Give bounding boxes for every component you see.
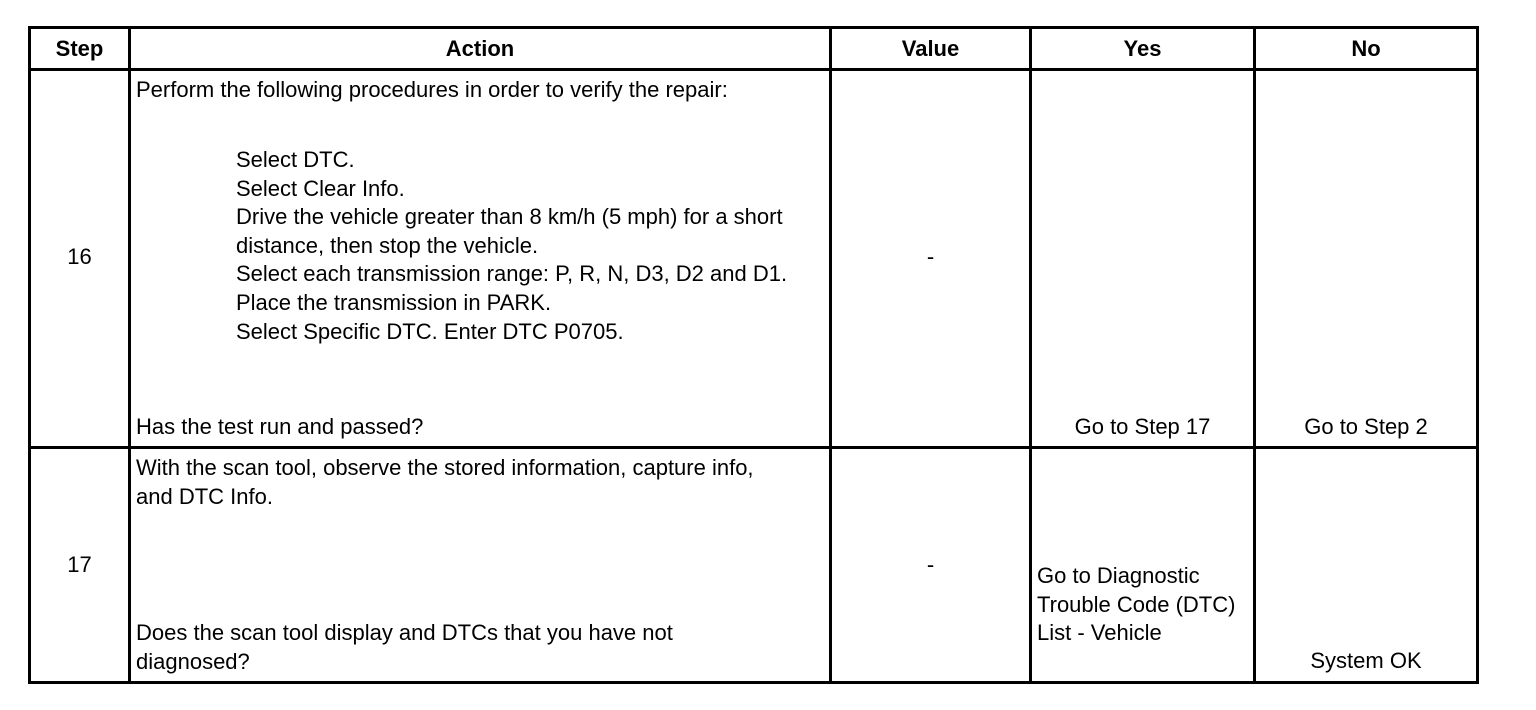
value-cell: - (926, 244, 935, 269)
yes-cell: Go to Step 17 (1074, 414, 1211, 439)
procedure-item: Select DTC. (236, 147, 355, 172)
procedure-item: Select Clear Info. (236, 175, 405, 201)
column-divider (829, 29, 832, 681)
header-action: Action (445, 36, 515, 61)
column-divider (1029, 29, 1032, 681)
yes-cell: Go to Diagnostic Trouble Code (DTC) List - Vehicle (1037, 563, 1236, 646)
action-intro: With the scan tool, observe the stored information, capture info, and DTC Info. (136, 455, 754, 509)
value-cell: - (926, 552, 935, 577)
row-divider (31, 446, 1476, 449)
header-yes: Yes (1123, 36, 1162, 61)
header-step: Step (55, 36, 104, 61)
column-divider (128, 29, 131, 681)
row-divider (31, 68, 1476, 71)
header-value: Value (901, 36, 960, 61)
procedure-list (236, 146, 826, 346)
action-question: Does the scan tool display and DTCs that you have not diagnosed? (136, 620, 673, 674)
procedure-item: Select each transmission range: P, R, N, D3, D2 and D1. (236, 261, 788, 287)
no-cell: Go to Step 2 (1304, 414, 1428, 439)
action-question: Has the test run and passed? (136, 414, 424, 439)
procedure-item: Place the transmission in PARK. (236, 289, 552, 315)
step-number: 16 (67, 244, 92, 269)
step-number: 17 (67, 552, 92, 577)
procedure-item: Drive the vehicle greater than 8 km/h (5 mph) for a short distance, then stop the vehicle. (236, 204, 783, 258)
column-divider (1253, 29, 1256, 681)
diagnostic-table (28, 26, 1479, 684)
header-no: No (1351, 36, 1381, 61)
procedure-item: Select Specific DTC. Enter DTC P0705. (236, 318, 624, 344)
action-intro: Perform the following procedures in order to verify the repair: (136, 77, 728, 102)
no-cell: System OK (1310, 648, 1422, 673)
